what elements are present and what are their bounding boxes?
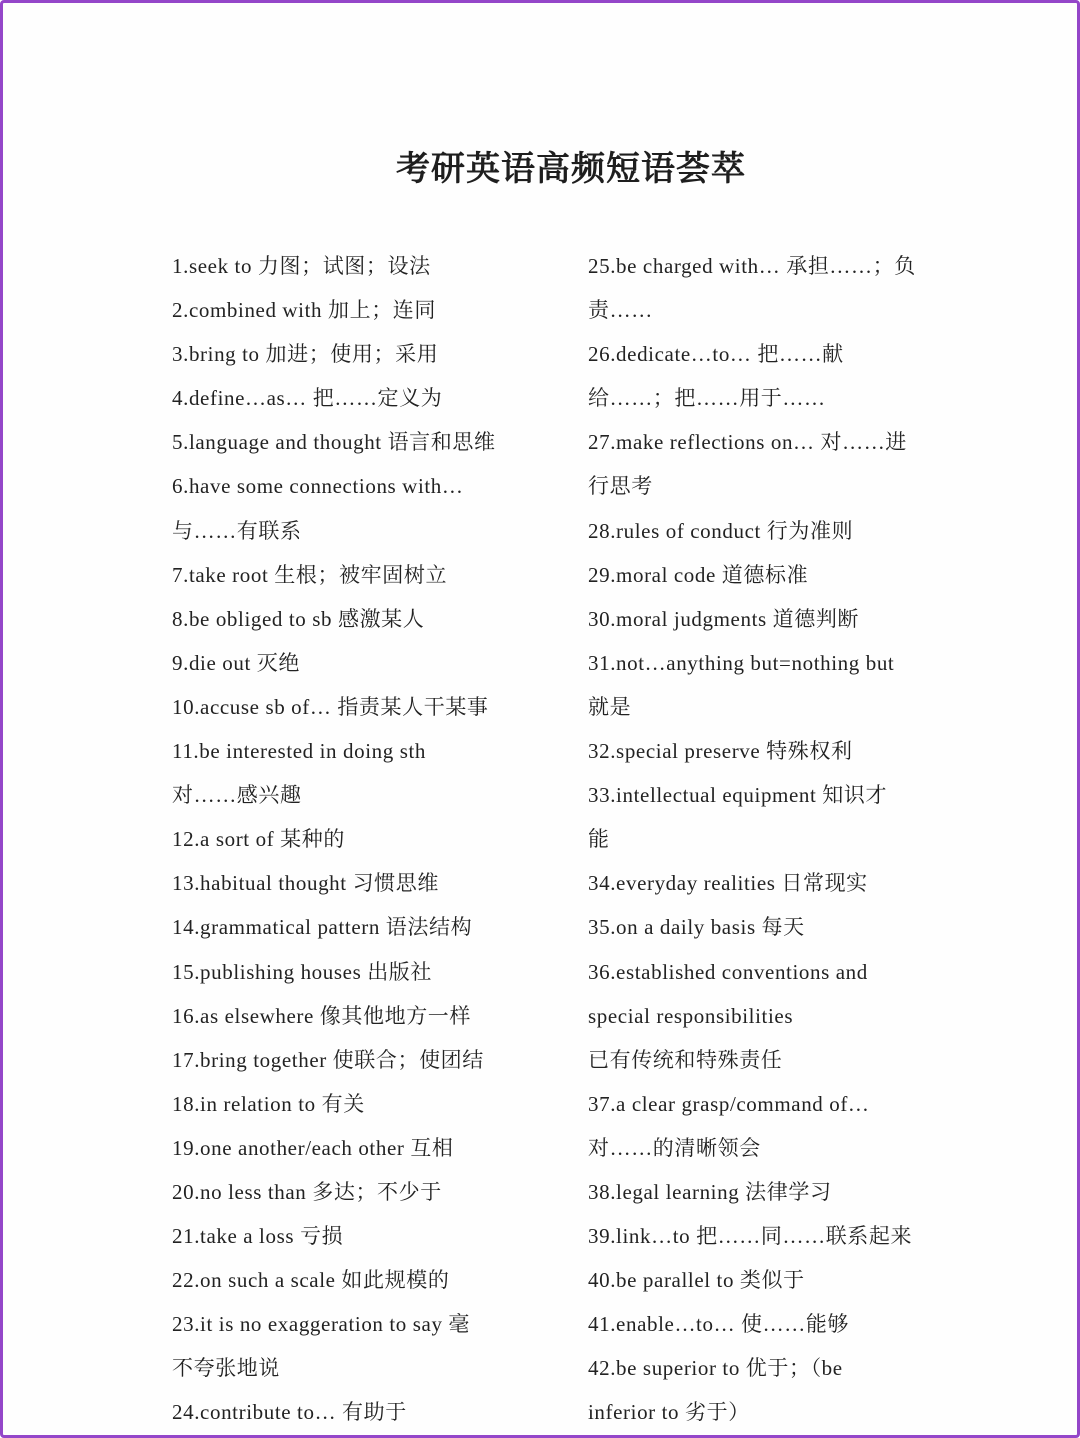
phrase-line: 不夸张地说	[172, 1356, 280, 1381]
phrase-line: 40.be parallel to 类似于	[588, 1268, 805, 1293]
phrase-line: 14.grammatical pattern 语法结构	[172, 915, 473, 940]
phrase-line: 给……；把……用于……	[588, 386, 826, 411]
phrase-line: 28.rules of conduct 行为准则	[588, 518, 854, 543]
phrase-line: 24.contribute to… 有助于	[172, 1400, 407, 1425]
phrase-line: 25.be charged with… 承担……；负	[588, 254, 916, 278]
phrase-line: 30.moral judgments 道德判断	[588, 606, 860, 631]
phrase-line: 8.be obliged to sb 感激某人	[172, 606, 425, 631]
phrase-line: 5.language and thought 语言和思维	[172, 430, 496, 455]
phrase-line: 17.bring together 使联合；使团结	[172, 1047, 484, 1072]
right-column	[588, 244, 976, 1435]
phrase-line: 41.enable…to… 使……能够	[588, 1312, 850, 1337]
phrase-line: 与……有联系	[172, 518, 302, 543]
phrase-line: 19.one another/each other 互相	[172, 1135, 454, 1160]
phrase-line: 33.intellectual equipment 知识才	[588, 783, 888, 808]
phrase-line: 已有传统和特殊责任	[588, 1047, 783, 1072]
phrase-line: 34.everyday realities 日常现实	[588, 871, 868, 896]
phrase-line: 3.bring to 加进；使用；采用	[172, 342, 439, 367]
phrase-line: 37.a clear grasp/command of…	[588, 1091, 870, 1116]
phrase-line: 36.established conventions and	[588, 959, 868, 984]
phrase-line: 23.it is no exaggeration to say 毫	[172, 1312, 470, 1337]
phrase-line: 32.special preserve 特殊权利	[588, 739, 853, 764]
phrase-line: 责……	[588, 298, 653, 323]
phrase-line: 13.habitual thought 习惯思维	[172, 871, 439, 896]
phrase-line: 21.take a loss 亏损	[172, 1224, 344, 1249]
page-title: 考研英语高频短语荟萃	[396, 151, 746, 188]
phrase-line: special responsibilities	[588, 1003, 794, 1028]
phrase-line: 29.moral code 道德标准	[588, 562, 809, 587]
phrase-line: 9.die out 灭绝	[172, 650, 300, 675]
phrase-line: inferior to 劣于）	[588, 1400, 750, 1425]
phrase-line: 11.be interested in doing sth	[172, 739, 426, 764]
phrase-line: 6.have some connections with…	[172, 474, 464, 499]
phrase-line: 1.seek to 力图；试图；设法	[172, 254, 431, 278]
phrase-line: 42.be superior to 优于；（be	[588, 1356, 843, 1381]
phrase-line: 20.no less than 多达；不少于	[172, 1179, 442, 1204]
phrase-line: 行思考	[588, 474, 653, 499]
phrase-line: 对……感兴趣	[172, 783, 302, 808]
phrase-line: 18.in relation to 有关	[172, 1091, 365, 1116]
phrase-line: 22.on such a scale 如此规模的	[172, 1268, 450, 1293]
phrase-line: 26.dedicate…to… 把……献	[588, 342, 844, 367]
phrase-line: 27.make reflections on… 对……进	[588, 430, 907, 455]
phrase-line: 12.a sort of 某种的	[172, 827, 345, 852]
phrase-line: 10.accuse sb of… 指责某人干某事	[172, 694, 489, 719]
phrase-line: 38.legal learning 法律学习	[588, 1179, 832, 1204]
phrase-line: 39.link…to 把……同……联系起来	[588, 1224, 913, 1249]
left-column	[172, 244, 560, 1435]
phrase-line: 就是	[588, 694, 632, 719]
phrase-line: 15.publishing houses 出版社	[172, 959, 432, 984]
phrase-line: 31.not…anything but=nothing but	[588, 650, 895, 675]
phrase-line: 能	[588, 827, 610, 852]
phrase-line: 7.take root 生根；被牢固树立	[172, 562, 448, 587]
phrase-line: 4.define…as… 把……定义为	[172, 386, 443, 411]
phrase-line: 35.on a daily basis 每天	[588, 915, 805, 940]
phrase-line: 16.as elsewhere 像其他地方一样	[172, 1003, 471, 1028]
phrase-line: 2.combined with 加上；连同	[172, 298, 436, 323]
phrase-line: 对……的清晰领会	[588, 1135, 761, 1160]
